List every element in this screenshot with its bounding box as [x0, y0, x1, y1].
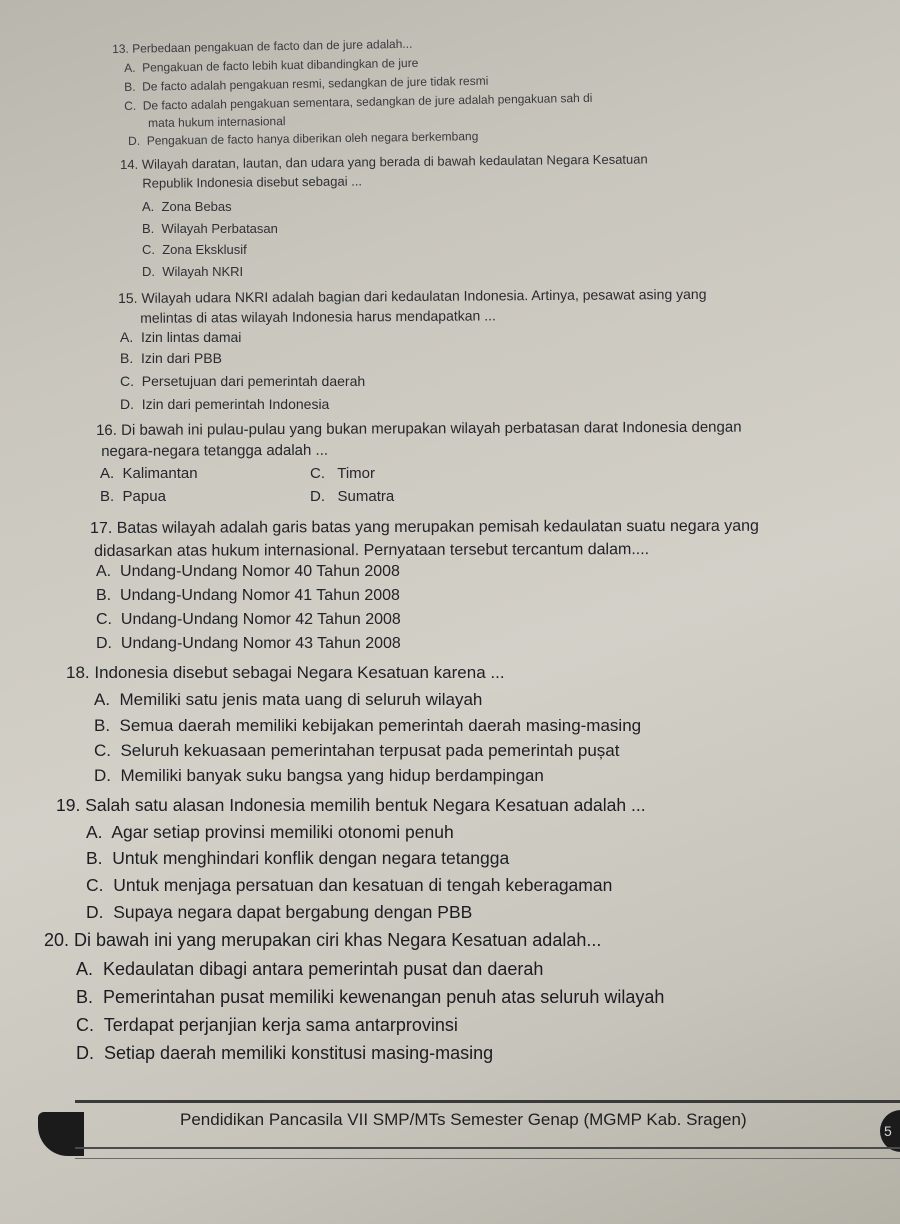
option-15c: C. Persetujuan dari pemerintah daerah — [120, 373, 366, 389]
option-15b: B. Izin dari PBB — [120, 350, 222, 366]
question-14 — [120, 149, 648, 193]
option-19c: C. Untuk menjaga persatuan dan kesatuan di tengah keberagaman — [86, 875, 613, 895]
option-18d: D. Memiliki banyak suku bangsa yang hidup berdampingan — [94, 766, 544, 785]
footer-text: Pendidikan Pancasila VII SMP/MTs Semester Genap (MGMP Kab. Sragen) — [180, 1110, 747, 1129]
option-17b: B. Undang-Undang Nomor 41 Tahun 2008 — [96, 587, 400, 604]
question-stem: Perbedaan pengakuan de facto dan de jure adalah... — [132, 36, 413, 56]
option-17a: A. Undang-Undang Nomor 40 Tahun 2008 — [96, 563, 400, 580]
option-17d: D. Undang-Undang Nomor 43 Tahun 2008 — [96, 635, 401, 652]
question-stem: melintas di atas wilayah Indonesia harus mendapatkan ... — [140, 307, 496, 326]
option-14b: B. Wilayah Perbatasan — [142, 221, 278, 236]
option-15d: D. Izin dari pemerintah Indonesia — [120, 396, 330, 412]
option-16c: C. Timor — [310, 465, 376, 482]
option-13c: C. De facto adalah pengakuan sementara, sedangkan de jure adalah pengakuan sah di — [124, 90, 593, 113]
option-16d: D. Sumatra — [310, 488, 395, 505]
option-20b: B. Pemerintahan pusat memiliki kewenangan penuh atas seluruh wilayah — [76, 987, 665, 1007]
question-stem: Wilayah udara NKRI adalah bagian dari kedaulatan Indonesia. Artinya, pesawat asing yang — [141, 285, 707, 306]
question-number: 16. — [96, 421, 117, 439]
question-number: 19. — [56, 795, 81, 815]
option-20d: D. Setiap daerah memiliki konstitusi masing-masing — [76, 1043, 494, 1063]
question-stem: Di bawah ini pulau-pulau yang bukan merupakan wilayah perbatasan darat Indonesia dengan — [121, 418, 742, 439]
question-stem: Salah satu alasan Indonesia memilih bentuk Negara Kesatuan adalah ... — [85, 795, 646, 815]
option-15a: A. Izin lintas damai — [120, 329, 242, 345]
option-13c-continuation: mata hukum internasional — [148, 114, 286, 130]
option-16b: B. Papua — [100, 488, 166, 505]
question-number: 18. — [66, 663, 90, 682]
option-18c: C. Seluruh kekuasaan pemerintahan terpusat pada pemerintah pușat — [94, 741, 620, 760]
page-number: 5 — [880, 1110, 900, 1152]
question-number: 20. — [44, 930, 70, 950]
option-14a: A. Zona Bebas — [142, 199, 232, 214]
question-number: 15. — [118, 289, 138, 306]
question-16 — [96, 417, 742, 462]
question-stem: Republik Indonesia disebut sebagai ... — [142, 173, 363, 191]
option-19b: B. Untuk menghindari konflik dengan negara tetangga — [86, 848, 510, 868]
question-stem: Batas wilayah adalah garis batas yang merupakan pemisah kedaulatan suatu negara yang — [116, 517, 759, 537]
footer-rule-top — [75, 1100, 900, 1103]
option-13a: A. Pengakuan de facto lebih kuat dibandingkan de jure — [124, 55, 419, 75]
question-stem: negara-negara tetangga adalah ... — [101, 441, 329, 460]
option-18a: A. Memiliki satu jenis mata uang di seluruh wilayah — [94, 690, 483, 709]
option-19a: A. Agar setiap provinsi memiliki otonomi penuh — [86, 822, 454, 842]
question-stem: Di bawah ini yang merupakan ciri khas Negara Kesatuan adalah... — [74, 930, 602, 950]
question-20 — [44, 930, 601, 951]
option-17c: C. Undang-Undang Nomor 42 Tahun 2008 — [96, 611, 401, 628]
question-number: 14. — [120, 156, 139, 172]
option-14c: C. Zona Eksklusif — [142, 242, 247, 257]
question-19 — [56, 795, 646, 816]
question-13 — [112, 37, 412, 56]
footer-corner-decoration — [38, 1112, 84, 1156]
option-13b: B. De facto adalah pengakuan resmi, sedangkan de jure tidak resmi — [124, 73, 489, 94]
question-number: 17. — [90, 519, 113, 537]
option-18b: B. Semua daerah memiliki kebijakan pemerintah daerah masing-masing — [94, 716, 642, 735]
question-stem: Wilayah daratan, lautan, dan udara yang berada di bawah kedaulatan Negara Kesatuan — [141, 151, 648, 172]
question-17 — [90, 515, 759, 563]
option-16a: A. Kalimantan — [100, 465, 198, 482]
option-20c: C. Terdapat perjanjian kerja sama antarprovinsi — [76, 1015, 458, 1035]
option-14d: D. Wilayah NKRI — [142, 264, 244, 279]
question-18 — [66, 663, 505, 683]
question-stem: Indonesia disebut sebagai Negara Kesatuan karena ... — [94, 663, 505, 682]
question-number: 13. — [112, 41, 129, 56]
footer-rule-bottom — [75, 1147, 900, 1149]
option-19d: D. Supaya negara dapat bergabung dengan PBB — [86, 902, 473, 922]
option-20a: A. Kedaulatan dibagi antara pemerintah pusat dan daerah — [76, 959, 544, 979]
option-13d: D. Pengakuan de facto hanya diberikan oleh negara berkembang — [128, 129, 479, 148]
question-15 — [118, 284, 707, 328]
question-stem: didasarkan atas hukum internasional. Pernyataan tersebut tercantum dalam.... — [94, 541, 650, 560]
footer-rule-bottom-2 — [75, 1158, 900, 1159]
